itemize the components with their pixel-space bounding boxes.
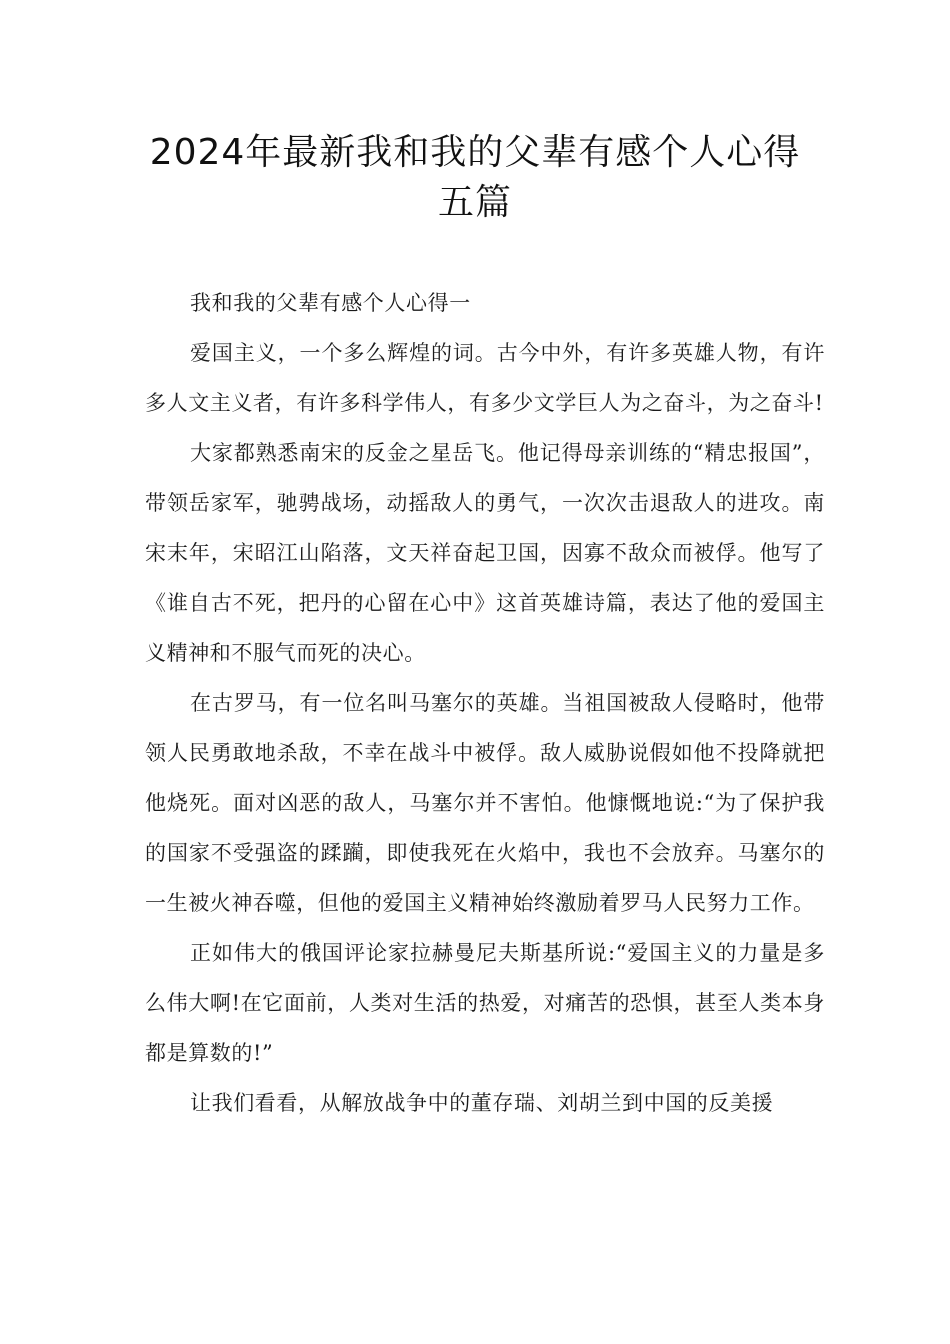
paragraph-4: 正如伟大的俄国评论家拉赫曼尼夫斯基所说:“爱国主义的力量是多么伟大啊!在它面前，人类对生活的热爱，对痛苦的恐惧，甚至人类本身都是算数的!” — [145, 941, 825, 1065]
paragraph-3: 在古罗马，有一位名叫马塞尔的英雄。当祖国被敌人侵略时，他带领人民勇敢地杀敌，不幸在战斗中被俘。敌人威胁说假如他不投降就把他烧死。面对凶恶的敌人，马塞尔并不害怕。他慷慨地说:“为了保护我的国家不受强盗的蹂躏，即使我死在火焰中，我也不会放弃。马塞尔的一生被火神吞噬，但他的爱国主义精神始终激励着罗马人民努力工作。 — [145, 691, 825, 915]
title-line-2: 五篇 — [437, 182, 512, 223]
paragraph-5: 让我们看看，从解放战争中的董存瑞、刘胡兰到中国的反美援 — [190, 1091, 774, 1115]
paragraph-2: 大家都熟悉南宋的反金之星岳飞。他记得母亲训练的“精忠报国”，带领岳家军，驰骋战场，动摇敌人的勇气，一次次击退敌人的进攻。南宋末年，宋昭江山陷落，文天祥奋起卫国，因寡不敌众而被俘。他写了《谁自古不死，把丹的心留在心中》这首英雄诗篇，表达了他的爱国主义精神和不服气而死的决心。 — [145, 441, 825, 665]
document-title — [60, 128, 890, 228]
section-heading: 我和我的父辈有感个人心得一 — [190, 291, 471, 315]
title-line-1: 2024年最新我和我的父辈有感个人心得 — [149, 132, 801, 173]
paragraph-1: 爱国主义，一个多么辉煌的词。古今中外，有许多英雄人物，有许多人文主义者，有许多科学伟人，有多少文学巨人为之奋斗，为之奋斗! — [145, 341, 825, 415]
document-body — [145, 278, 825, 1128]
